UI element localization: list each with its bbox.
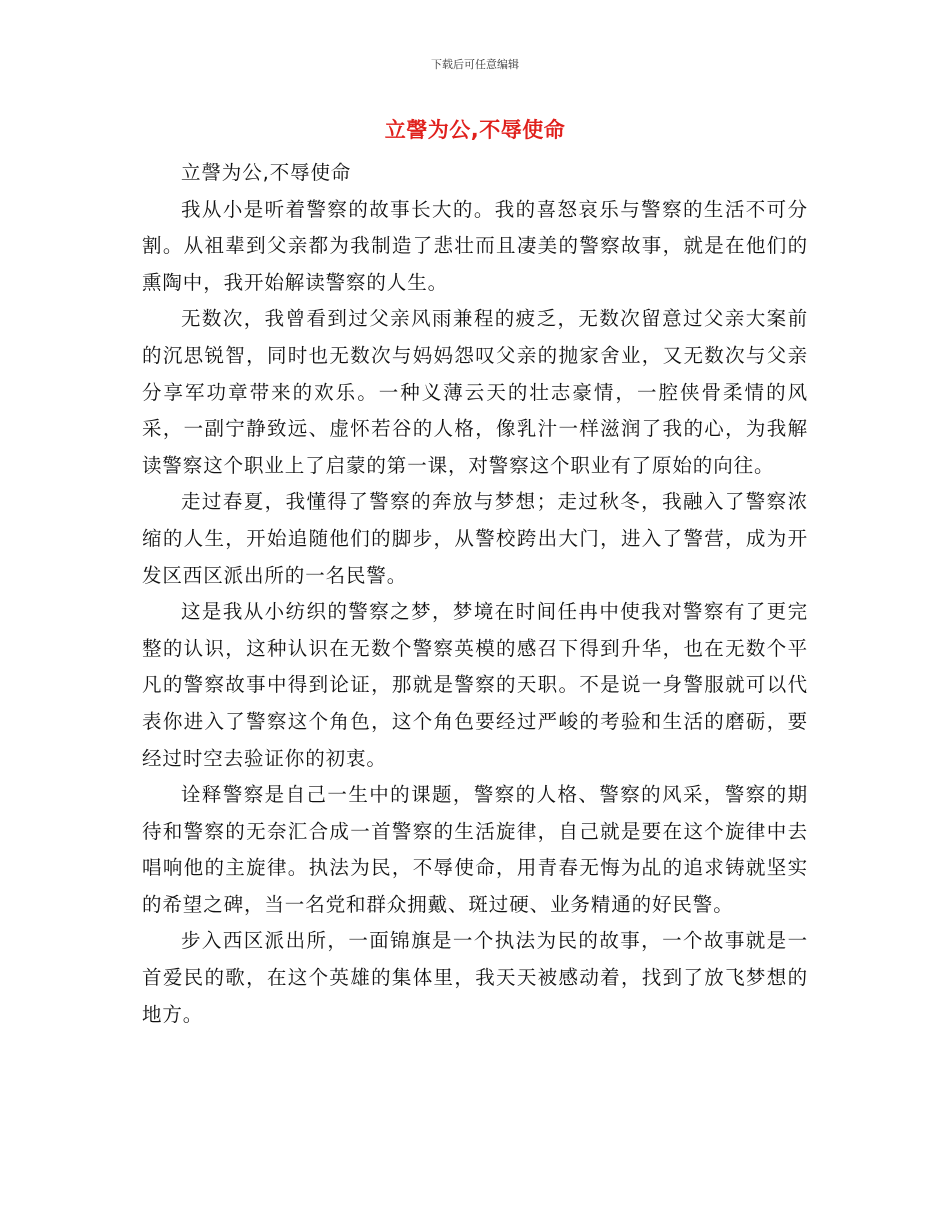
body-paragraph: 这是我从小纺织的警察之梦，梦境在时间任冉中使我对警察有了更完整的认识，这种认识在无数个警察英模的感召下得到升华，也在无数个平凡的警察故事中得到论证，那就是警察的天职。不是说一身警服就可以代表你进入了警察这个角色，这个角色要经过严峻的考验和生活的磨砺，要经过时空去验证你的初衷。 <box>142 600 808 770</box>
document-title: 立謦为公,不辱使命 <box>384 118 566 142</box>
header-note: 下载后可任意编辑 <box>431 58 519 71</box>
body-paragraph: 无数次，我曾看到过父亲风雨兼程的疲乏，无数次留意过父亲大案前的沉思锐智，同时也无数次与妈妈怨叹父亲的抛家舍业，又无数次与父亲分享军功章带来的欢乐。一种义薄云天的壮志豪情，一腔侠骨柔情的风采，一副宁静致远、虚怀若谷的人格，像乳汁一样滋润了我的心，为我解读警察这个职业上了启蒙的第一课，对警察这个职业有了原始的向往。 <box>142 307 808 477</box>
document-body <box>142 155 808 1033</box>
body-paragraph: 步入西区派出所，一面锦旗是一个执法为民的故事，一个故事就是一首爱民的歌，在这个英雄的集体里，我天天被感动着，找到了放飞梦想的地方。 <box>142 929 808 1026</box>
body-paragraph: 走过春夏，我懂得了警察的奔放与梦想；走过秋冬，我融入了警察浓缩的人生，开始追随他们的脚步，从警校跨出大门，进入了警营，成为开发区西区派出所的一名民警。 <box>142 490 808 587</box>
body-paragraph: 我从小是听着警察的故事长大的。我的喜怒哀乐与警察的生活不可分割。从祖辈到父亲都为我制造了悲壮而且凄美的警察故事，就是在他们的熏陶中，我开始解读警察的人生。 <box>142 197 808 294</box>
subtitle-paragraph: 立謦为公,不辱使命 <box>181 161 352 184</box>
body-paragraph: 诠释警察是自己一生中的课题，警察的人格、警察的风采，警察的期待和警察的无奈汇合成一首警察的生活旋律，自己就是要在这个旋律中去唱响他的主旋律。执法为民，不辱使命，用青春无悔为乩的追求铸就坚实的希望之碑，当一名党和群众拥戴、斑过硬、业务精通的好民警。 <box>142 783 808 916</box>
